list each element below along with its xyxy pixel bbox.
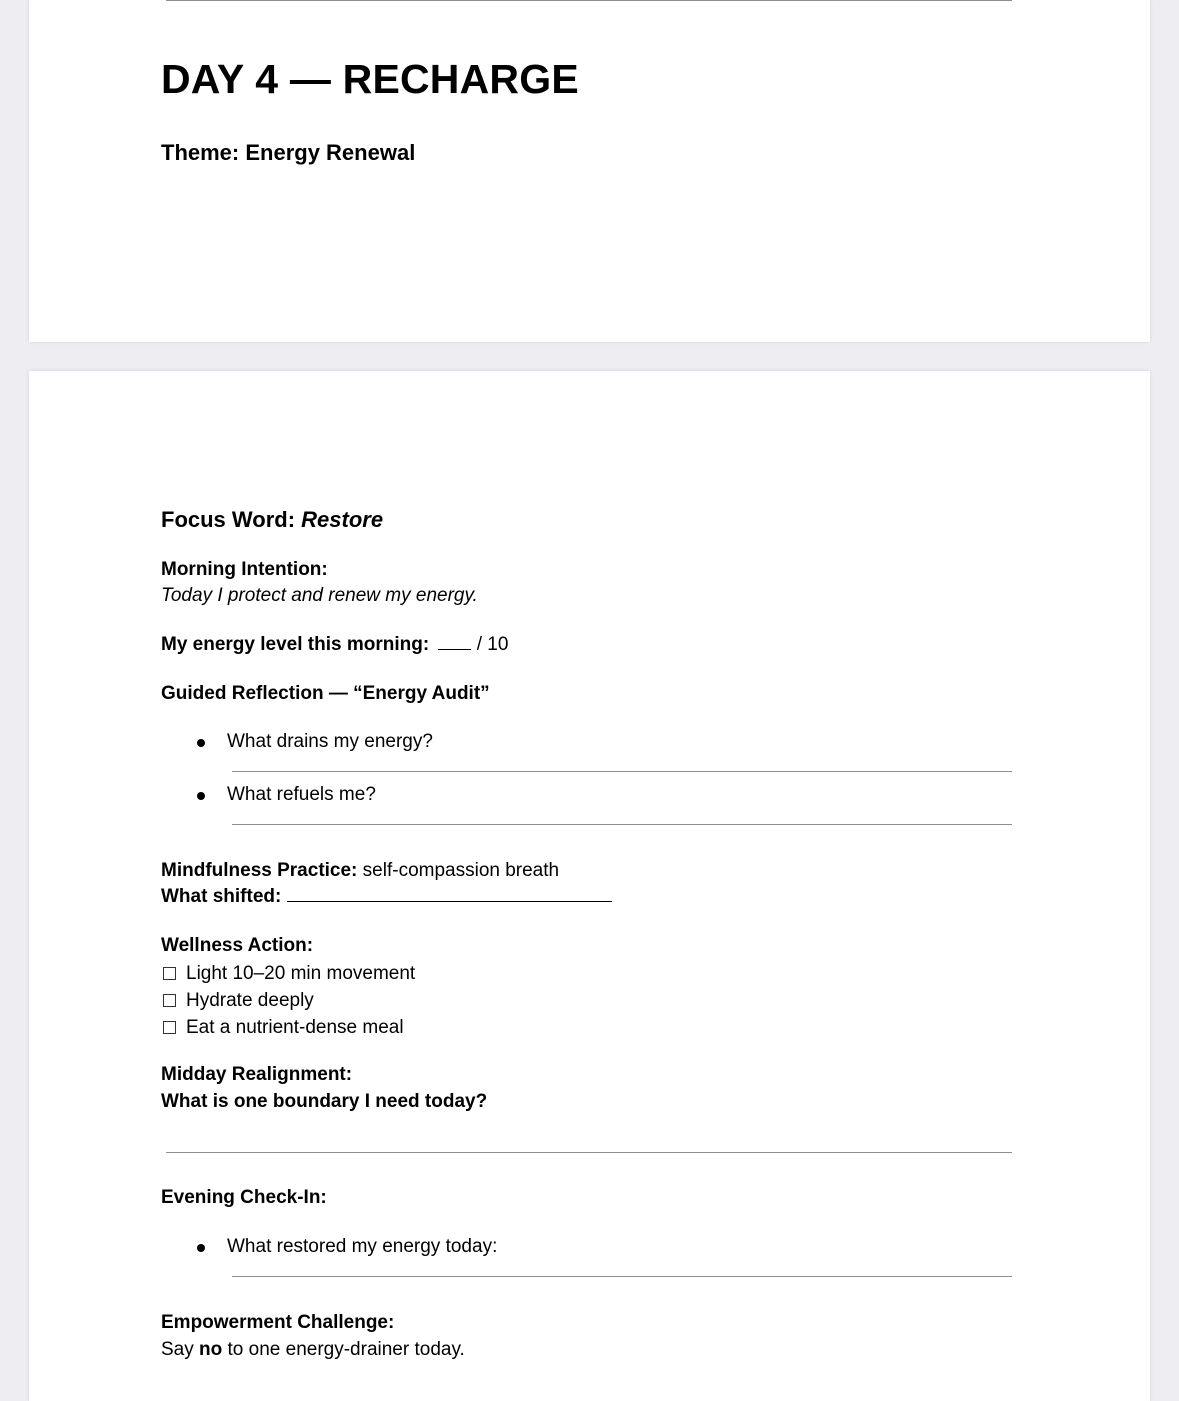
- page-title: DAY 4 — RECHARGE: [161, 56, 579, 102]
- reflection-prompt-refuels: What refuels me?: [227, 784, 376, 805]
- mindfulness-block: [161, 858, 612, 910]
- morning-intention-text: Today I protect and renew my energy.: [161, 585, 478, 606]
- wellness-item-label: Light 10–20 min movement: [186, 962, 416, 984]
- energy-level-suffix: / 10: [476, 634, 509, 655]
- focus-word: [161, 507, 383, 533]
- mindfulness-value: self-compassion breath: [357, 860, 560, 881]
- what-shifted-label: What shifted:: [161, 886, 282, 907]
- midday-question: What is one boundary I need today?: [161, 1091, 488, 1112]
- challenge-text-post: to one energy-drainer today.: [222, 1339, 465, 1360]
- guided-reflection-heading: Guided Reflection — “Energy Audit”: [161, 683, 490, 704]
- what-shifted-blank[interactable]: [287, 901, 612, 902]
- answer-line-boundary[interactable]: [166, 1152, 1012, 1153]
- challenge-text-bold: no: [199, 1339, 223, 1360]
- wellness-item-movement[interactable]: [161, 960, 415, 987]
- challenge-block: [161, 1309, 465, 1363]
- bullet-dot: [197, 1244, 205, 1252]
- challenge-label: Empowerment Challenge:: [161, 1312, 395, 1333]
- morning-intention-block: [161, 557, 478, 609]
- bullet-dot: [197, 792, 205, 800]
- answer-line-refuels[interactable]: [232, 824, 1012, 825]
- bullet-dot: [197, 739, 205, 747]
- theme-heading: Theme: Energy Renewal: [161, 140, 416, 165]
- challenge-text: [161, 1336, 465, 1363]
- energy-level-line: [161, 632, 508, 658]
- midday-label: Midday Realignment:: [161, 1064, 353, 1085]
- evening-checkin-heading: Evening Check-In:: [161, 1187, 327, 1208]
- midday-block: [161, 1061, 487, 1115]
- morning-intention-label: Morning Intention:: [161, 559, 328, 580]
- focus-word-label: Focus Word:: [161, 507, 302, 532]
- evening-prompt: What restored my energy today:: [227, 1236, 498, 1257]
- wellness-item-label: Eat a nutrient-dense meal: [186, 1016, 404, 1038]
- wellness-item-hydrate[interactable]: [161, 987, 415, 1014]
- checkbox[interactable]: [163, 994, 176, 1007]
- answer-line-restored[interactable]: [232, 1276, 1012, 1277]
- top-divider: [166, 0, 1012, 1]
- document-page-1: [29, 0, 1150, 342]
- checkbox[interactable]: [163, 1021, 176, 1034]
- challenge-text-pre: Say: [161, 1339, 200, 1360]
- energy-level-blank[interactable]: [438, 649, 471, 650]
- wellness-action-block: [161, 933, 415, 1041]
- wellness-item-label: Hydrate deeply: [186, 989, 314, 1011]
- mindfulness-label: Mindfulness Practice:: [161, 860, 358, 881]
- checkbox[interactable]: [163, 967, 176, 980]
- energy-level-label: My energy level this morning:: [161, 634, 430, 655]
- wellness-action-label: Wellness Action:: [161, 935, 314, 956]
- document-page-2: [29, 371, 1150, 1401]
- reflection-prompt-drains: What drains my energy?: [227, 731, 433, 752]
- answer-line-drains[interactable]: [232, 771, 1012, 772]
- focus-word-value: Restore: [301, 507, 384, 532]
- wellness-item-meal[interactable]: [161, 1014, 415, 1041]
